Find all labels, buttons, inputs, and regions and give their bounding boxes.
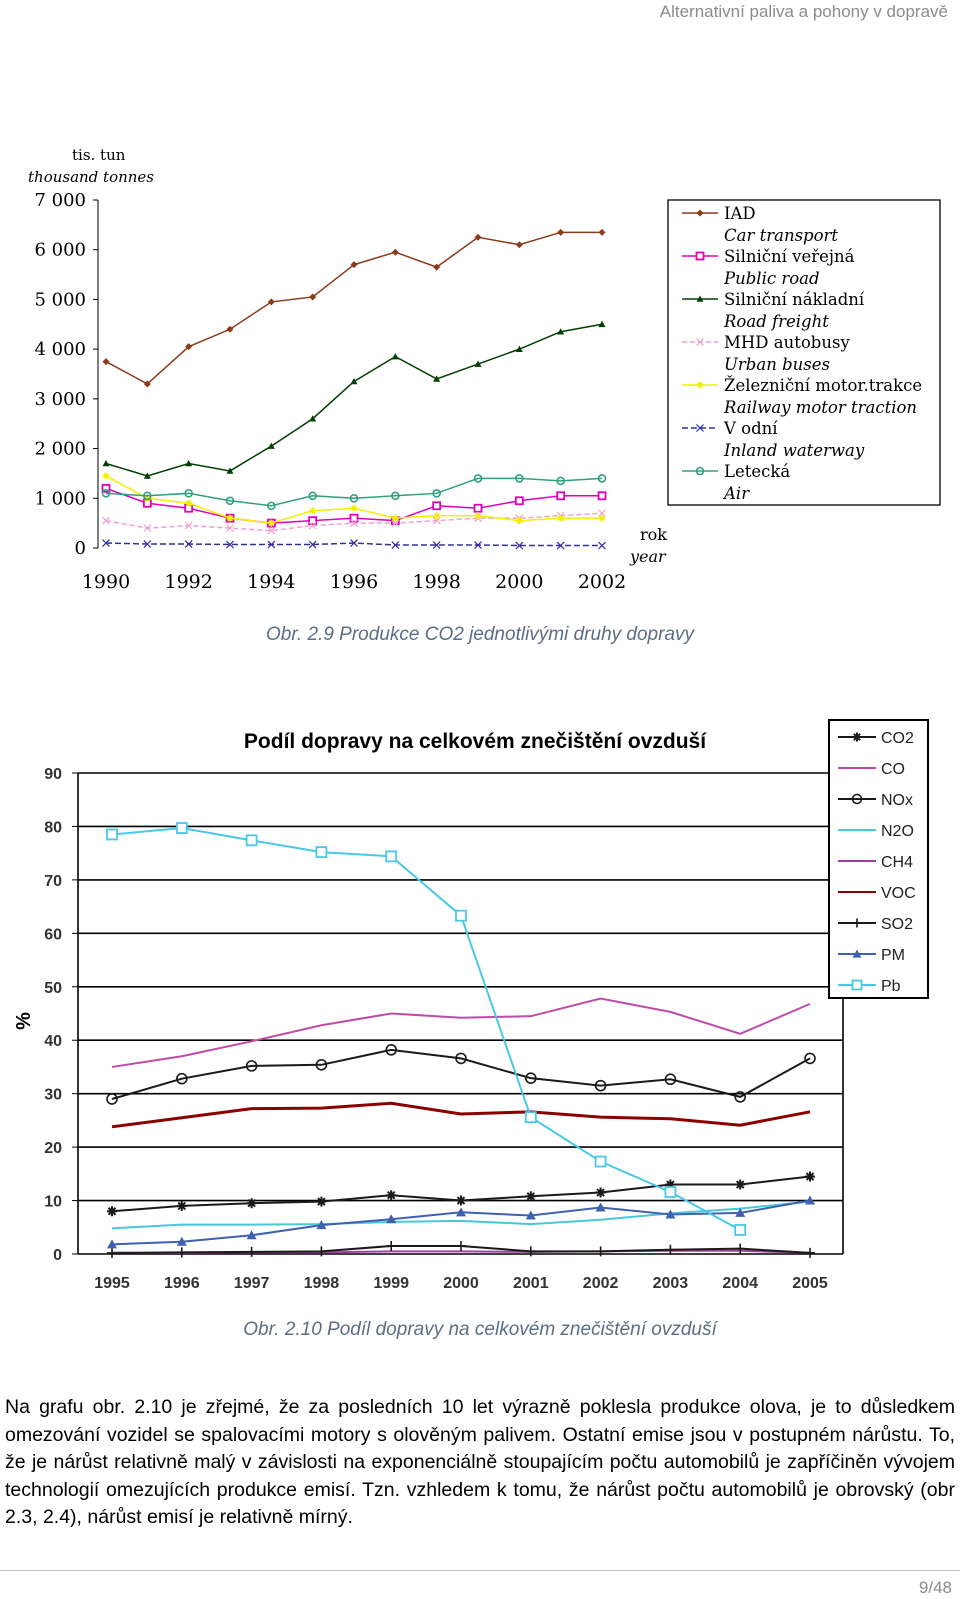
y-tick-label: 80 bbox=[44, 819, 62, 837]
data-point bbox=[557, 229, 564, 236]
data-point bbox=[557, 492, 564, 499]
x-tick-label: 1997 bbox=[233, 1275, 270, 1292]
y-axis-unit-czech: tis. tun bbox=[72, 146, 126, 164]
data-point bbox=[516, 497, 523, 504]
data-point bbox=[665, 1187, 675, 1197]
x-tick-label: 1999 bbox=[373, 1275, 409, 1292]
x-axis-label-czech: rok bbox=[640, 525, 667, 544]
series-line bbox=[106, 324, 602, 476]
data-point bbox=[526, 1246, 536, 1256]
x-tick-label: 2000 bbox=[443, 1275, 479, 1292]
legend-label-english: Road freight bbox=[724, 312, 829, 331]
legend-label-czech: Silniční veřejná bbox=[724, 247, 855, 266]
data-point bbox=[247, 835, 257, 845]
data-point bbox=[386, 1241, 396, 1251]
data-point bbox=[107, 1206, 117, 1216]
data-point bbox=[805, 1172, 815, 1182]
data-point bbox=[316, 847, 326, 857]
x-tick-label: 1995 bbox=[94, 1275, 130, 1292]
legend-label-english: Inland waterway bbox=[724, 441, 865, 460]
body-paragraph-text: Na grafu obr. 2.10 je zřejmé, že za posledních 10 let výrazně poklesla produkce olova, je to důsledkem omezování vozidel se spalovacími motory s olověným palivem. Ostatní emise jsou v postupném nárůstu. To, že je nárůst relativně malý v závislosti na exponenciálně stoupajícím počtu automobilů je zapříčiněn vývojem technologií omezujících produkce emisí. Tzn. vzhledem k tomu, že nárůst počtu automobilů je obrovský (obr 2.3, 2.4), nárůst emisí je relativně mírný. bbox=[5, 1396, 955, 1528]
co2-production-chart bbox=[0, 140, 960, 610]
legend-label: SO2 bbox=[881, 916, 914, 933]
data-point bbox=[107, 1248, 117, 1258]
y-tick-label: 4 000 bbox=[34, 339, 86, 361]
data-point bbox=[103, 460, 110, 466]
data-point bbox=[596, 1246, 606, 1256]
legend-box bbox=[829, 720, 928, 998]
data-point bbox=[107, 829, 117, 839]
legend-label: VOC bbox=[881, 885, 916, 902]
x-tick-label: 2001 bbox=[513, 1275, 549, 1292]
legend-label-english: Railway motor traction bbox=[724, 398, 918, 417]
chart-legend bbox=[829, 720, 928, 998]
series-air bbox=[103, 475, 606, 509]
legend-label: CO2 bbox=[881, 730, 914, 747]
x-tick-label: 2002 bbox=[577, 571, 627, 593]
chart-legend bbox=[668, 200, 940, 505]
data-point bbox=[392, 249, 399, 256]
legend-label: CO bbox=[881, 761, 905, 778]
data-point bbox=[516, 241, 523, 248]
x-tick-label: 2004 bbox=[722, 1275, 758, 1292]
data-point bbox=[735, 1180, 745, 1190]
data-point bbox=[309, 507, 316, 514]
legend-label: Pb bbox=[881, 978, 901, 995]
legend-label-english: Car transport bbox=[724, 226, 839, 245]
legend-swatch-marker bbox=[853, 981, 862, 990]
data-point bbox=[103, 358, 110, 365]
legend-label-czech: Železniční motor.trakce bbox=[724, 376, 923, 395]
data-point bbox=[475, 505, 482, 512]
series-line bbox=[112, 1103, 810, 1127]
body-paragraph bbox=[5, 1394, 955, 1532]
data-point bbox=[386, 1190, 396, 1200]
data-point bbox=[475, 512, 482, 519]
data-point bbox=[596, 1157, 606, 1167]
y-tick-label: 90 bbox=[44, 766, 62, 783]
x-tick-label: 1994 bbox=[247, 571, 296, 593]
y-tick-label: 70 bbox=[44, 872, 62, 890]
data-point bbox=[177, 1247, 187, 1257]
data-point bbox=[735, 1244, 745, 1254]
y-tick-label: 3 000 bbox=[34, 388, 86, 410]
series-pb bbox=[107, 823, 745, 1235]
series-line bbox=[112, 1177, 810, 1212]
legend-label-czech: V odní bbox=[724, 419, 778, 438]
series-line bbox=[106, 232, 602, 384]
y-tick-label: 40 bbox=[44, 1033, 62, 1051]
document-header-title: Alternativní paliva a pohony v dopravě bbox=[659, 2, 948, 21]
legend-label: NOx bbox=[881, 792, 913, 809]
figure-caption-2-10: Obr. 2.10 Podíl dopravy na celkovém znečištění ovzduší bbox=[243, 1319, 717, 1340]
data-point bbox=[456, 1196, 466, 1206]
data-point bbox=[735, 1225, 745, 1235]
series-line bbox=[112, 999, 810, 1067]
transport-pollution-share-chart bbox=[0, 708, 960, 1308]
data-point bbox=[805, 1248, 815, 1258]
series-line bbox=[112, 828, 740, 1230]
legend-label-czech: Letecká bbox=[724, 462, 791, 481]
figure-caption-2-9: Obr. 2.9 Produkce CO2 jednotlivými druhy dopravy bbox=[265, 624, 695, 645]
y-tick-label: 1 000 bbox=[34, 488, 86, 510]
legend-label: CH4 bbox=[881, 854, 914, 871]
legend-label-english: Air bbox=[724, 484, 750, 503]
series-nox bbox=[107, 1045, 815, 1104]
legend-label: N2O bbox=[881, 823, 914, 840]
data-point bbox=[351, 505, 358, 512]
data-point bbox=[599, 492, 606, 499]
chart-title: Podíl dopravy na celkovém znečištění ovzduší bbox=[243, 730, 707, 753]
x-tick-label: 2003 bbox=[652, 1275, 689, 1292]
data-point bbox=[456, 1241, 466, 1251]
series-so2 bbox=[107, 1241, 815, 1258]
pollution-chart-svg bbox=[0, 708, 960, 1308]
y-tick-label: 60 bbox=[44, 926, 62, 944]
series-line bbox=[112, 1050, 810, 1099]
series-voc bbox=[112, 1103, 810, 1127]
data-point bbox=[596, 1188, 606, 1198]
legend-label-czech: Silniční nákladní bbox=[724, 290, 865, 309]
data-point bbox=[185, 500, 192, 507]
x-tick-label: 2000 bbox=[495, 571, 544, 593]
data-point bbox=[103, 472, 110, 479]
x-tick-label: 1998 bbox=[303, 1275, 340, 1292]
data-point bbox=[247, 1247, 257, 1257]
x-tick-label: 1996 bbox=[329, 571, 379, 593]
legend-label-english: Urban buses bbox=[724, 355, 830, 374]
data-point bbox=[526, 1112, 536, 1122]
legend-label: PM bbox=[881, 947, 905, 964]
data-point bbox=[433, 512, 440, 519]
data-point bbox=[599, 229, 606, 236]
data-point bbox=[177, 1201, 187, 1211]
co2-chart-svg bbox=[0, 140, 960, 610]
legend-label-czech: IAD bbox=[724, 204, 756, 223]
data-point bbox=[247, 1198, 257, 1208]
data-point bbox=[805, 1053, 815, 1063]
y-tick-label: 20 bbox=[44, 1140, 62, 1158]
y-tick-label: 50 bbox=[44, 979, 62, 997]
x-tick-label: 1992 bbox=[164, 571, 213, 593]
data-point bbox=[456, 911, 466, 921]
y-axis-label: % bbox=[13, 1012, 35, 1030]
x-tick-label: 1990 bbox=[81, 571, 131, 593]
legend-swatch-marker bbox=[697, 253, 704, 260]
data-point bbox=[316, 1246, 326, 1256]
y-axis-unit-english: thousand tonnes bbox=[28, 168, 155, 186]
y-tick-label: 30 bbox=[44, 1086, 62, 1104]
y-tick-label: 5 000 bbox=[34, 289, 86, 311]
y-tick-label: 6 000 bbox=[34, 239, 86, 261]
data-point bbox=[392, 353, 399, 359]
series-car-transport bbox=[103, 229, 606, 388]
y-tick-label: 10 bbox=[44, 1193, 62, 1211]
x-tick-label: 1998 bbox=[412, 571, 461, 593]
data-point bbox=[316, 1197, 326, 1207]
x-tick-label: 2002 bbox=[582, 1275, 619, 1292]
x-axis-label-english: year bbox=[630, 547, 666, 566]
y-tick-label: 7 000 bbox=[34, 190, 86, 211]
x-tick-label: 2005 bbox=[792, 1275, 828, 1292]
data-point bbox=[351, 378, 358, 384]
data-point bbox=[599, 321, 606, 327]
data-point bbox=[177, 823, 187, 833]
legend-label-czech: MHD autobusy bbox=[724, 333, 850, 352]
series-road-freight bbox=[103, 321, 606, 479]
data-point bbox=[433, 502, 440, 509]
series-inland-waterway bbox=[103, 540, 606, 549]
data-point bbox=[392, 515, 399, 522]
data-point bbox=[185, 460, 192, 466]
footer-divider bbox=[0, 1570, 960, 1571]
data-point bbox=[386, 851, 396, 861]
page-number: 9/48 bbox=[918, 1578, 952, 1597]
y-tick-label: 0 bbox=[53, 1247, 62, 1264]
y-tick-label: 2 000 bbox=[34, 438, 86, 460]
series-line bbox=[112, 1201, 810, 1245]
data-point bbox=[268, 443, 275, 449]
data-point bbox=[599, 542, 606, 549]
series-co bbox=[112, 999, 810, 1067]
x-tick-label: 1996 bbox=[164, 1275, 200, 1292]
legend-label-english: Public road bbox=[724, 269, 820, 288]
y-tick-label: 0 bbox=[74, 538, 86, 559]
